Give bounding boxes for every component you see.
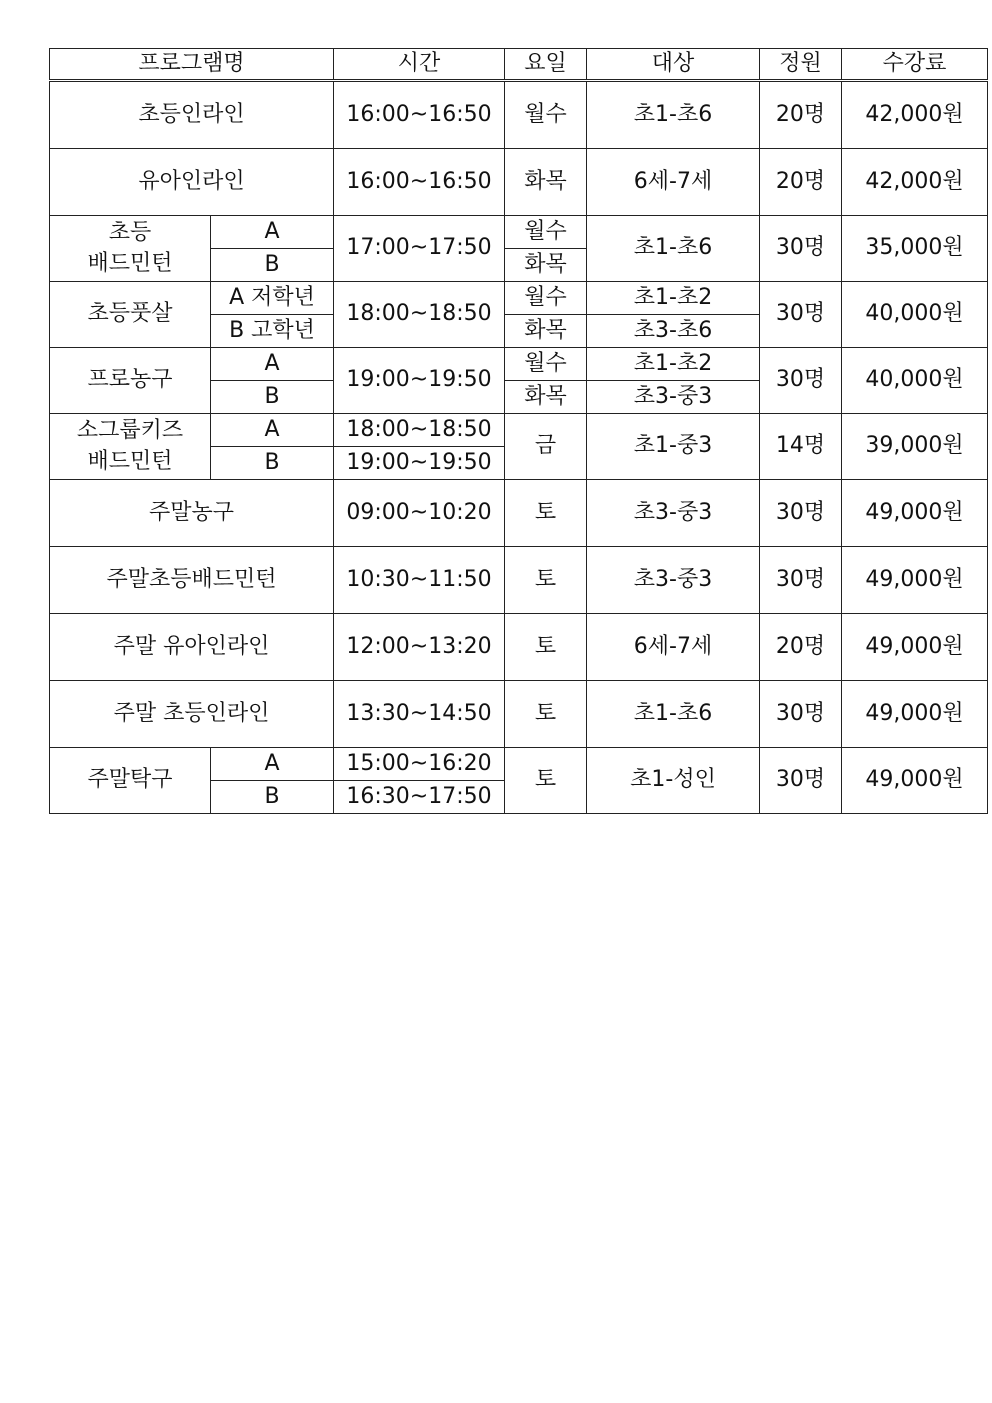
target-cell: 초1-초6 bbox=[587, 681, 760, 748]
day-cell: 화목 bbox=[505, 249, 587, 282]
day-cell: 토 bbox=[505, 614, 587, 681]
day-cell: 화목 bbox=[505, 149, 587, 216]
table-row bbox=[50, 149, 988, 216]
target-cell: 초1-초6 bbox=[587, 81, 760, 149]
fee-cell: 40,000원 bbox=[842, 282, 988, 348]
day-cell: 금 bbox=[505, 414, 587, 480]
fee-cell: 49,000원 bbox=[842, 547, 988, 614]
day-cell: 토 bbox=[505, 748, 587, 814]
class-a-cell: A bbox=[211, 216, 334, 249]
program-name: 주말탁구 bbox=[50, 748, 211, 814]
day-cell: 월수 bbox=[505, 216, 587, 249]
target-cell: 초3-중3 bbox=[587, 547, 760, 614]
fee-cell: 42,000원 bbox=[842, 149, 988, 216]
table-row bbox=[50, 81, 988, 149]
program-name-line2: 배드민턴 bbox=[87, 250, 173, 276]
time-cell: 18:00~18:50 bbox=[334, 414, 505, 447]
table-row bbox=[50, 282, 988, 315]
capacity-cell: 20명 bbox=[760, 149, 842, 216]
capacity-cell: 20명 bbox=[760, 614, 842, 681]
fee-cell: 40,000원 bbox=[842, 348, 988, 414]
capacity-cell: 20명 bbox=[760, 81, 842, 149]
time-cell: 18:00~18:50 bbox=[334, 282, 505, 348]
program-name: 유아인라인 bbox=[50, 149, 334, 216]
capacity-cell: 30명 bbox=[760, 748, 842, 814]
program-name-line2: 배드민턴 bbox=[87, 448, 173, 474]
program-schedule-table bbox=[49, 48, 988, 814]
program-name bbox=[50, 216, 211, 282]
program-name: 초등인라인 bbox=[50, 81, 334, 149]
day-cell: 월수 bbox=[505, 81, 587, 149]
program-name bbox=[50, 414, 211, 480]
program-name: 주말 유아인라인 bbox=[50, 614, 334, 681]
class-b-cell: B bbox=[211, 381, 334, 414]
program-name-line1: 소그룹키즈 bbox=[76, 417, 184, 443]
table-row bbox=[50, 414, 988, 447]
time-cell: 16:30~17:50 bbox=[334, 781, 505, 814]
day-cell: 월수 bbox=[505, 348, 587, 381]
class-a-cell: A bbox=[211, 348, 334, 381]
program-name: 주말초등배드민턴 bbox=[50, 547, 334, 614]
time-cell: 13:30~14:50 bbox=[334, 681, 505, 748]
target-cell: 초1-초6 bbox=[587, 216, 760, 282]
program-name: 주말농구 bbox=[50, 480, 334, 547]
time-cell: 19:00~19:50 bbox=[334, 447, 505, 480]
table-row bbox=[50, 748, 988, 781]
capacity-cell: 30명 bbox=[760, 216, 842, 282]
target-cell: 초1-초2 bbox=[587, 348, 760, 381]
program-name: 초등풋살 bbox=[50, 282, 211, 348]
table-row bbox=[50, 216, 988, 249]
day-cell: 화목 bbox=[505, 381, 587, 414]
fee-cell: 49,000원 bbox=[842, 681, 988, 748]
table-row bbox=[50, 480, 988, 547]
class-b-cell: B bbox=[211, 249, 334, 282]
time-cell: 10:30~11:50 bbox=[334, 547, 505, 614]
class-a-cell: A bbox=[211, 414, 334, 447]
class-a-cell: A 저학년 bbox=[211, 282, 334, 315]
day-cell: 월수 bbox=[505, 282, 587, 315]
fee-cell: 35,000원 bbox=[842, 216, 988, 282]
table-row bbox=[50, 547, 988, 614]
capacity-cell: 30명 bbox=[760, 547, 842, 614]
fee-cell: 49,000원 bbox=[842, 480, 988, 547]
header-time: 시간 bbox=[334, 49, 505, 81]
capacity-cell: 14명 bbox=[760, 414, 842, 480]
target-cell: 초3-중3 bbox=[587, 381, 760, 414]
target-cell: 초1-초2 bbox=[587, 282, 760, 315]
header-fee: 수강료 bbox=[842, 49, 988, 81]
day-cell: 토 bbox=[505, 480, 587, 547]
class-b-cell: B 고학년 bbox=[211, 315, 334, 348]
target-cell: 초3-중3 bbox=[587, 480, 760, 547]
day-cell: 토 bbox=[505, 681, 587, 748]
fee-cell: 49,000원 bbox=[842, 614, 988, 681]
target-cell: 초1-중3 bbox=[587, 414, 760, 480]
class-b-cell: B bbox=[211, 781, 334, 814]
day-cell: 화목 bbox=[505, 315, 587, 348]
table-row bbox=[50, 681, 988, 748]
capacity-cell: 30명 bbox=[760, 282, 842, 348]
capacity-cell: 30명 bbox=[760, 480, 842, 547]
time-cell: 16:00~16:50 bbox=[334, 81, 505, 149]
header-program: 프로그램명 bbox=[50, 49, 334, 81]
fee-cell: 39,000원 bbox=[842, 414, 988, 480]
capacity-cell: 30명 bbox=[760, 681, 842, 748]
day-cell: 토 bbox=[505, 547, 587, 614]
fee-cell: 42,000원 bbox=[842, 81, 988, 149]
capacity-cell: 30명 bbox=[760, 348, 842, 414]
time-cell: 16:00~16:50 bbox=[334, 149, 505, 216]
class-a-cell: A bbox=[211, 748, 334, 781]
header-row bbox=[50, 49, 988, 81]
time-cell: 15:00~16:20 bbox=[334, 748, 505, 781]
fee-cell: 49,000원 bbox=[842, 748, 988, 814]
program-name: 프로농구 bbox=[50, 348, 211, 414]
table-row bbox=[50, 614, 988, 681]
class-b-cell: B bbox=[211, 447, 334, 480]
table-row bbox=[50, 348, 988, 381]
program-name-line1: 초등 bbox=[108, 219, 152, 245]
time-cell: 19:00~19:50 bbox=[334, 348, 505, 414]
time-cell: 09:00~10:20 bbox=[334, 480, 505, 547]
header-capacity: 정원 bbox=[760, 49, 842, 81]
header-target: 대상 bbox=[587, 49, 760, 81]
program-name: 주말 초등인라인 bbox=[50, 681, 334, 748]
time-cell: 17:00~17:50 bbox=[334, 216, 505, 282]
target-cell: 6세-7세 bbox=[587, 614, 760, 681]
target-cell: 초1-성인 bbox=[587, 748, 760, 814]
time-cell: 12:00~13:20 bbox=[334, 614, 505, 681]
target-cell: 초3-초6 bbox=[587, 315, 760, 348]
target-cell: 6세-7세 bbox=[587, 149, 760, 216]
header-day: 요일 bbox=[505, 49, 587, 81]
